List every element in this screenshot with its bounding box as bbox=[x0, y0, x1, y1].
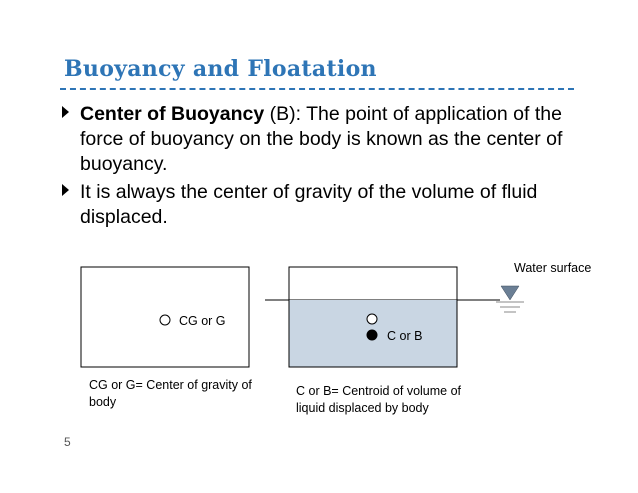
cb-caption: C or B= Centroid of volume of liquid displaced by body bbox=[296, 384, 462, 415]
slide-title: Buoyancy and Floatation bbox=[64, 56, 377, 82]
bullet-text: It is always the center of gravity of the volume of fluid displaced. bbox=[80, 181, 538, 228]
cg-label: CG or G bbox=[179, 314, 226, 328]
cb-marker bbox=[367, 330, 378, 341]
page-number: 5 bbox=[64, 435, 71, 449]
water-surface-symbol-icon bbox=[501, 286, 519, 300]
cg-marker-left bbox=[160, 315, 170, 325]
cb-label: C or B bbox=[387, 329, 423, 343]
bullet-text: (B): The point of application of the force of buoyancy on the body is known as the center of buoyancy. bbox=[80, 103, 563, 175]
bullet-term: Center of Buoyancy bbox=[80, 103, 265, 125]
cg-caption: CG or G= Center of gravity of body bbox=[89, 378, 252, 409]
water-surface-label: Water surface bbox=[514, 261, 592, 275]
cg-marker-right bbox=[367, 314, 377, 324]
